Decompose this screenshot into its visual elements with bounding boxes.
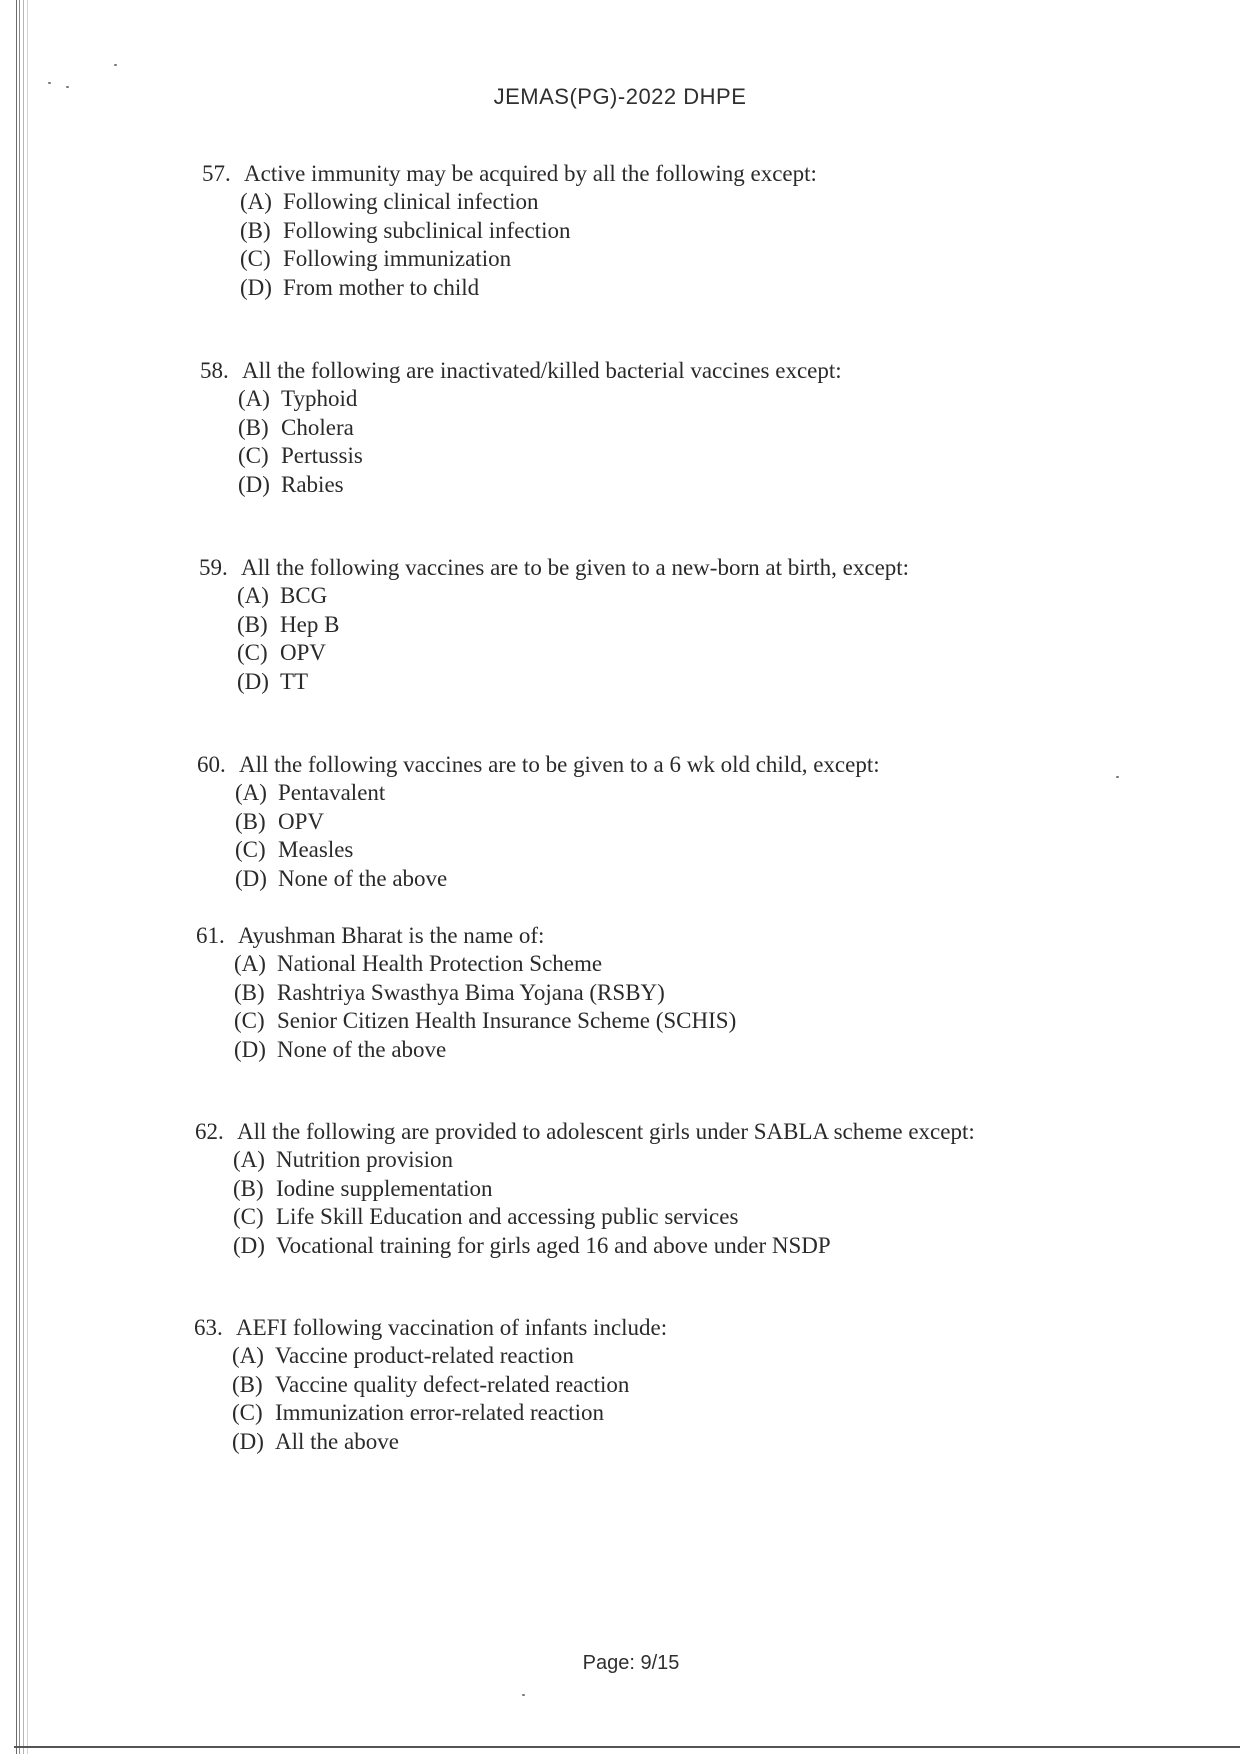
option-c xyxy=(238,442,1100,471)
question-number: 57. xyxy=(202,161,231,186)
question-58 xyxy=(200,357,1100,499)
option-text: Vocational training for girls aged 16 and above under NSDP xyxy=(276,1232,831,1258)
option-letter: (C) xyxy=(234,1008,265,1033)
option-letter: (A) xyxy=(235,780,267,805)
option-b xyxy=(240,217,1102,246)
option-letter: (B) xyxy=(233,1175,264,1201)
option-letter: (D) xyxy=(235,865,267,891)
scan-speck xyxy=(1116,776,1119,778)
question-stem xyxy=(195,1118,1095,1146)
option-letter: (C) xyxy=(238,443,269,468)
option-letter: (D) xyxy=(240,274,272,300)
option-text: None of the above xyxy=(277,1036,447,1062)
question-63 xyxy=(194,1314,1094,1456)
option-list xyxy=(197,779,1097,893)
question-number: 58. xyxy=(200,358,229,383)
option-b xyxy=(234,979,1096,1008)
question-stem xyxy=(202,160,1102,188)
option-d xyxy=(237,668,1099,697)
option-text: TT xyxy=(280,668,309,694)
question-stem xyxy=(194,1314,1094,1342)
option-c xyxy=(234,1007,1096,1036)
option-a xyxy=(234,950,1096,979)
option-list xyxy=(194,1342,1094,1456)
option-text: OPV xyxy=(280,640,327,665)
option-letter: (A) xyxy=(240,189,272,214)
option-text: Rashtriya Swasthya Bima Yojana (RSBY) xyxy=(277,979,665,1005)
option-a xyxy=(237,582,1099,611)
option-a xyxy=(233,1146,1095,1175)
option-d xyxy=(234,1036,1096,1065)
option-text: Nutrition provision xyxy=(276,1147,453,1172)
option-text: Measles xyxy=(278,837,354,862)
option-letter: (C) xyxy=(232,1400,263,1425)
option-c xyxy=(233,1203,1095,1232)
question-text: All the following vaccines are to be given to a new-born at birth, except: xyxy=(241,555,910,580)
option-list xyxy=(196,950,1096,1064)
option-text: Vaccine quality defect-related reaction xyxy=(275,1371,630,1397)
page-bottom-rule xyxy=(14,1746,1240,1748)
option-text: Immunization error-related reaction xyxy=(275,1400,605,1425)
option-c xyxy=(240,245,1102,274)
option-text: Hep B xyxy=(280,611,340,637)
option-text: Iodine supplementation xyxy=(276,1175,493,1201)
option-letter: (D) xyxy=(234,1036,266,1062)
option-list xyxy=(195,1146,1095,1260)
question-number: 60. xyxy=(197,752,226,777)
option-letter: (A) xyxy=(238,386,270,411)
option-letter: (A) xyxy=(232,1343,264,1368)
option-list xyxy=(199,582,1099,696)
option-letter: (B) xyxy=(232,1371,263,1397)
option-letter: (A) xyxy=(233,1147,265,1172)
option-letter: (D) xyxy=(232,1428,264,1454)
question-text: All the following are inactivated/killed bacterial vaccines except: xyxy=(242,358,842,383)
option-letter: (D) xyxy=(238,471,270,497)
option-d xyxy=(232,1428,1094,1457)
option-text: None of the above xyxy=(278,865,448,891)
question-61 xyxy=(196,922,1096,1064)
option-text: Following immunization xyxy=(283,246,512,271)
option-list xyxy=(202,188,1102,302)
option-text: Cholera xyxy=(281,414,354,440)
option-letter: (B) xyxy=(237,611,268,637)
option-text: Pertussis xyxy=(281,443,363,468)
option-text: BCG xyxy=(280,583,328,608)
page-number: Page: 9/15 xyxy=(582,1652,680,1674)
question-text: AEFI following vaccination of infants include: xyxy=(236,1315,668,1340)
option-a xyxy=(238,385,1100,414)
scan-binding-edge xyxy=(0,0,34,1754)
option-text: Following clinical infection xyxy=(283,189,539,214)
option-c xyxy=(235,836,1097,865)
option-a xyxy=(232,1342,1094,1371)
question-stem xyxy=(197,751,1097,779)
option-letter: (A) xyxy=(237,583,269,608)
option-letter: (B) xyxy=(238,414,269,440)
option-text: Rabies xyxy=(281,471,344,497)
option-letter: (C) xyxy=(235,837,266,862)
question-text: Ayushman Bharat is the name of: xyxy=(238,923,545,948)
question-text: All the following vaccines are to be given to a 6 wk old child, except: xyxy=(239,752,880,777)
question-stem xyxy=(199,554,1099,582)
question-59 xyxy=(199,554,1099,696)
option-text: Senior Citizen Health Insurance Scheme (SCHIS) xyxy=(277,1008,737,1033)
option-letter: (B) xyxy=(234,979,265,1005)
option-text: OPV xyxy=(278,808,325,834)
option-letter: (B) xyxy=(240,217,271,243)
option-text: Pentavalent xyxy=(278,780,386,805)
option-a xyxy=(235,779,1097,808)
option-letter: (C) xyxy=(237,640,268,665)
option-d xyxy=(240,274,1102,303)
option-d xyxy=(233,1232,1095,1261)
option-b xyxy=(238,414,1100,443)
option-letter: (A) xyxy=(234,951,266,976)
question-number: 62. xyxy=(195,1119,224,1144)
option-text: Life Skill Education and accessing public services xyxy=(276,1204,739,1229)
question-stem xyxy=(200,357,1100,385)
question-text: All the following are provided to adolescent girls under SABLA scheme except: xyxy=(237,1119,975,1144)
scan-speck xyxy=(522,1694,525,1696)
option-text: Vaccine product-related reaction xyxy=(275,1343,574,1368)
question-number: 61. xyxy=(196,923,225,948)
scan-speck xyxy=(114,64,117,66)
option-letter: (B) xyxy=(235,808,266,834)
option-c xyxy=(237,639,1099,668)
option-d xyxy=(238,471,1100,500)
option-d xyxy=(235,865,1097,894)
question-57 xyxy=(202,160,1102,302)
option-text: From mother to child xyxy=(283,274,480,300)
question-number: 59. xyxy=(199,555,228,580)
option-list xyxy=(200,385,1100,499)
question-60 xyxy=(197,751,1097,893)
option-letter: (D) xyxy=(233,1232,265,1258)
option-b xyxy=(232,1371,1094,1400)
option-text: Following subclinical infection xyxy=(283,217,571,243)
option-b xyxy=(235,808,1097,837)
option-letter: (D) xyxy=(237,668,269,694)
question-62 xyxy=(195,1118,1095,1260)
option-a xyxy=(240,188,1102,217)
question-text: Active immunity may be acquired by all the following except: xyxy=(244,161,817,186)
question-stem xyxy=(196,922,1096,950)
option-c xyxy=(232,1399,1094,1428)
option-text: National Health Protection Scheme xyxy=(277,951,603,976)
option-text: Typhoid xyxy=(281,386,358,411)
option-letter: (C) xyxy=(240,246,271,271)
option-text: All the above xyxy=(275,1428,399,1454)
option-b xyxy=(237,611,1099,640)
option-b xyxy=(233,1175,1095,1204)
option-letter: (C) xyxy=(233,1204,264,1229)
page-header: JEMAS(PG)-2022 DHPE xyxy=(493,84,747,109)
question-number: 63. xyxy=(194,1315,223,1340)
